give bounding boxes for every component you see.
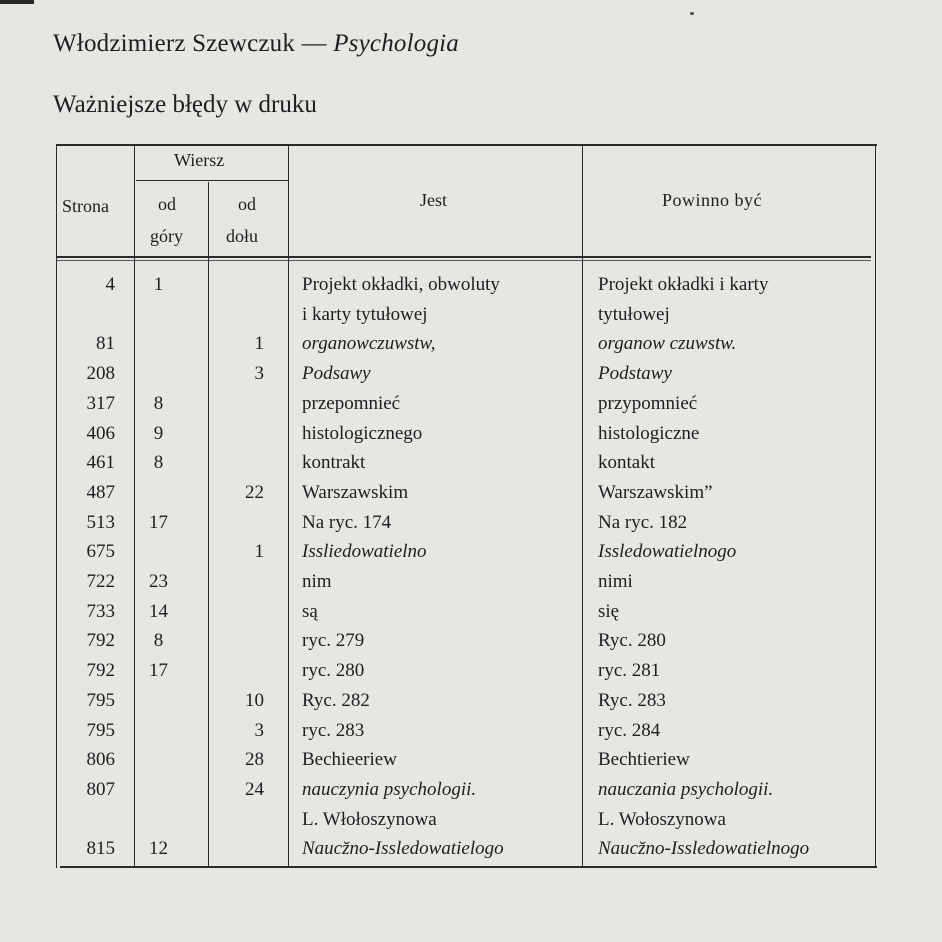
row-jest: Projekt okładki, obwoluty (302, 274, 500, 295)
row-jest: histologicznego (302, 422, 423, 444)
row-jest: są (302, 600, 318, 622)
row-od-gory: 17 (149, 660, 168, 682)
row-powinno: Podstawy (598, 363, 672, 385)
row-strona: 792 (86, 630, 115, 652)
header-strona: Strona (62, 196, 109, 216)
row-powinno: Warszawskim” (598, 481, 713, 503)
header-od-dolu-1: od (238, 194, 256, 214)
row-jest: ryc. 279 (302, 630, 365, 652)
row-strona: 806 (86, 749, 115, 771)
row-od-dolu: 28 (245, 749, 264, 771)
row-powinno: Na ryc. 182 (598, 511, 688, 533)
row-strona: 81 (96, 333, 115, 355)
row-strona: 722 (86, 571, 115, 592)
row-strona: 792 (86, 660, 115, 682)
header-od-gory-2: góry (150, 226, 183, 246)
row-jest: organowczuwstw, (302, 333, 436, 355)
row-od-gory: 8 (153, 392, 164, 414)
col-rule-jest (582, 144, 583, 868)
row-od-gory: 8 (153, 452, 164, 474)
header-wiersz: Wiersz (174, 150, 225, 170)
row-powinno: ryc. 284 (598, 719, 661, 741)
row-od-gory: 1 (153, 274, 164, 295)
header-powinno: Powinno być (662, 190, 762, 210)
table-top-rule (56, 144, 877, 146)
row-strona: 406 (86, 422, 115, 444)
row-jest: przepomnieć (302, 392, 401, 414)
col-rule-dolu (288, 144, 289, 868)
row-powinno: Naucz̆no-Issledowatielnogo (598, 838, 810, 860)
col-rule-strona (134, 144, 135, 868)
page-title (53, 30, 459, 58)
col-rule-right (875, 144, 876, 868)
header-od-gory-1: od (158, 194, 176, 214)
row-powinno: Issledowatielnogo (598, 541, 737, 563)
row-jest: kontrakt (302, 452, 366, 474)
row-jest: nim (302, 571, 332, 592)
header-od-dolu-2: dołu (226, 226, 259, 246)
row-jest: Na ryc. 174 (302, 511, 392, 533)
row-od-gory: 9 (153, 422, 164, 444)
row-od-dolu: 24 (245, 778, 264, 800)
scan-speck (690, 12, 694, 15)
row-powinno: ryc. 281 (598, 660, 661, 682)
row-od-dolu: 3 (254, 363, 264, 385)
row-jest: Ryc. 282 (302, 689, 370, 711)
errata-table (56, 144, 877, 871)
row-od-dolu: 10 (245, 689, 264, 711)
header-bottom-rule (56, 256, 871, 258)
row-od-gory: 14 (149, 600, 168, 622)
row-jest: Warszawskim (302, 481, 409, 503)
wiersz-subrule (136, 180, 288, 181)
row-strona: 461 (86, 452, 115, 474)
row-jest: ryc. 280 (302, 660, 365, 682)
row-strona: 795 (86, 719, 115, 741)
row-strona: 733 (86, 600, 115, 622)
row-od-gory: 17 (149, 511, 168, 533)
row-od-dolu: 3 (254, 719, 264, 741)
row-jest: Bechieeriew (302, 749, 397, 771)
row-od-gory: 23 (149, 571, 168, 592)
row-powinno: Ryc. 280 (598, 630, 666, 652)
row-strona: 317 (86, 392, 115, 414)
col-rule-gory (208, 182, 209, 868)
row-powinno: L. Wołoszynowa (598, 808, 726, 830)
row-strona: 795 (86, 689, 115, 711)
row-od-gory: 8 (153, 630, 164, 652)
header-bottom-rule-2 (56, 260, 871, 261)
row-powinno: nauczania psychologii. (598, 778, 774, 800)
row-strona: 807 (86, 778, 115, 800)
row-jest: Naucz̆no-Issledowatielogo (302, 838, 504, 860)
work-title: Psychologia (333, 30, 459, 57)
row-powinno: tytułowej (598, 303, 670, 325)
row-strona: 815 (86, 838, 115, 860)
header-jest: Jest (420, 190, 447, 210)
row-powinno: kontakt (598, 452, 655, 474)
errata-heading: Ważniejsze błędy w druku (53, 91, 317, 118)
row-powinno: Ryc. 283 (598, 689, 666, 711)
row-od-gory: 12 (149, 838, 168, 860)
row-strona: 487 (86, 481, 115, 503)
row-powinno: organow czuwstw. (598, 333, 737, 355)
row-jest: ryc. 283 (302, 719, 365, 741)
row-strona: 675 (86, 541, 115, 563)
row-jest: Issliedowatielno (302, 541, 427, 563)
row-powinno: Projekt okładki i karty (598, 274, 769, 295)
row-strona: 4 (105, 274, 115, 295)
row-strona: 513 (86, 511, 115, 533)
row-powinno: przypomnieć (598, 392, 698, 414)
row-powinno: histologiczne (598, 422, 700, 444)
row-od-dolu: 1 (254, 541, 264, 563)
row-strona: 208 (86, 363, 115, 385)
author-name: Włodzimierz Szewczuk — (53, 30, 327, 57)
row-jest: Podsawy (302, 363, 371, 385)
row-powinno: się (598, 600, 620, 622)
row-powinno: nimi (598, 571, 633, 592)
row-od-dolu: 22 (245, 481, 264, 503)
row-powinno: Bechtieriew (598, 749, 690, 771)
scan-edge-mark (0, 0, 34, 4)
row-jest: nauczynia psychologii. (302, 778, 477, 800)
row-od-dolu: 1 (254, 333, 264, 355)
row-jest: L. Włołoszynowa (302, 808, 437, 830)
table-bottom-rule (60, 866, 877, 868)
row-jest: i karty tytułowej (302, 303, 428, 325)
